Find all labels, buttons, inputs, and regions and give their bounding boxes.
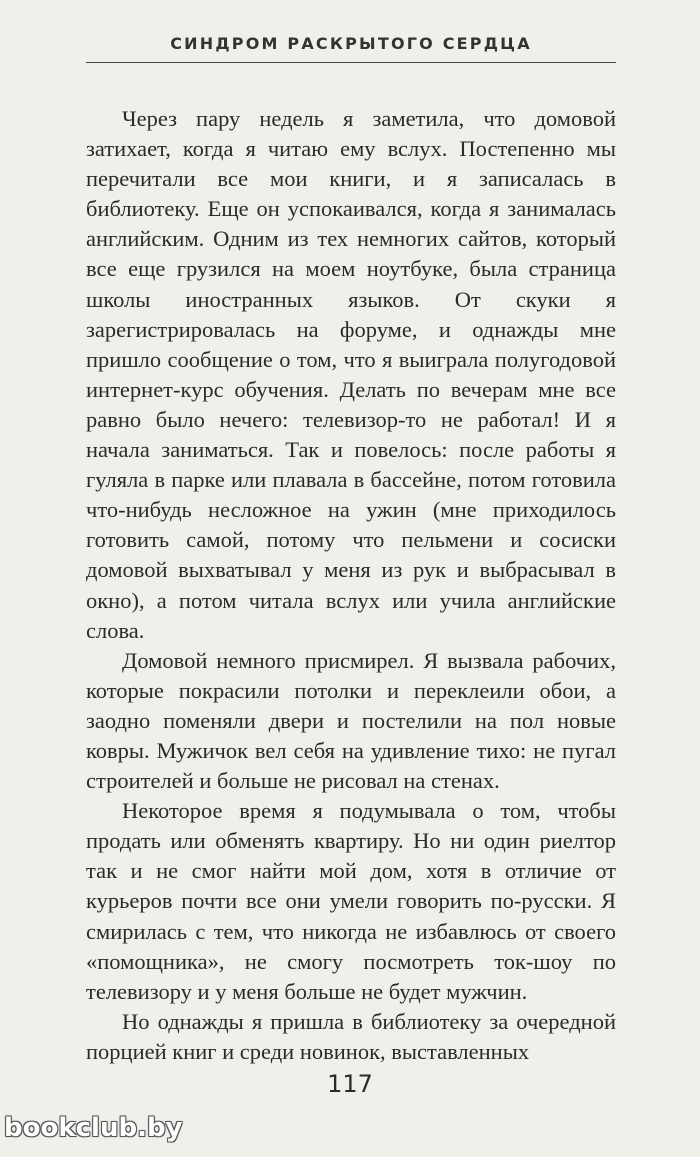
paragraph: Домовой немного присмирел. Я вызвала рабочих, которые покрасили потолки и переклеили обои, а заодно поменяли двери и постелили на пол новые ковры. Мужичок вел себя на удивление тихо: не пугал строителей и больше не рисовал на стенах. bbox=[86, 647, 616, 794]
paragraph: Через пару недель я заметила, что домовой затихает, когда я читаю ему вслух. Постепенно мы перечитали все мои книги, и я записалась в библиотеку. Еще он успокаивался, когда я занималась английским. Одним из тех немногих сайтов, который все еще грузился на моем ноутбуке, была страница школы иностранных языков. От скуки я зарегистрировалась на форуме, и однажды мне пришло сообщение о том, что я выиграла полугодовой интернет-курс обучения. Делать по вечерам мне все равно было нечего: телевизор-то не работал! И я начала заниматься. Так и повелось: после работы я гуляла в парке или плавала в бассейне, потом готовила что-нибудь несложное на ужин (мне приходилось готовить самой, потому что пельмени и сосиски домовой выхватывал у меня из рук и выбрасывал в окно), а потом читала вслух или учила английские слова. bbox=[86, 106, 616, 643]
page-number: 117 bbox=[327, 1070, 373, 1098]
header-rule bbox=[86, 62, 616, 63]
body-text bbox=[86, 104, 616, 1067]
watermark: bookclub.by bbox=[4, 1113, 183, 1143]
running-header: СИНДРОМ РАСКРЫТОГО СЕРДЦА bbox=[170, 34, 532, 53]
paragraph: Но однажды я пришла в библиотеку за очередной порцией книг и среди новинок, выставленных bbox=[86, 1008, 616, 1064]
paragraph: Некоторое время я подумывала о том, чтобы продать или обменять квартиру. Но ни один риелтор так и не смог найти мой дом, хотя в отличие от курьеров почти все они умели говорить по-русски. Я смирилась с тем, что никогда не избавлюсь от своего «помощника», не смогу посмотреть ток-шоу по телевизору и у меня больше не будет мужчин. bbox=[86, 798, 616, 1004]
